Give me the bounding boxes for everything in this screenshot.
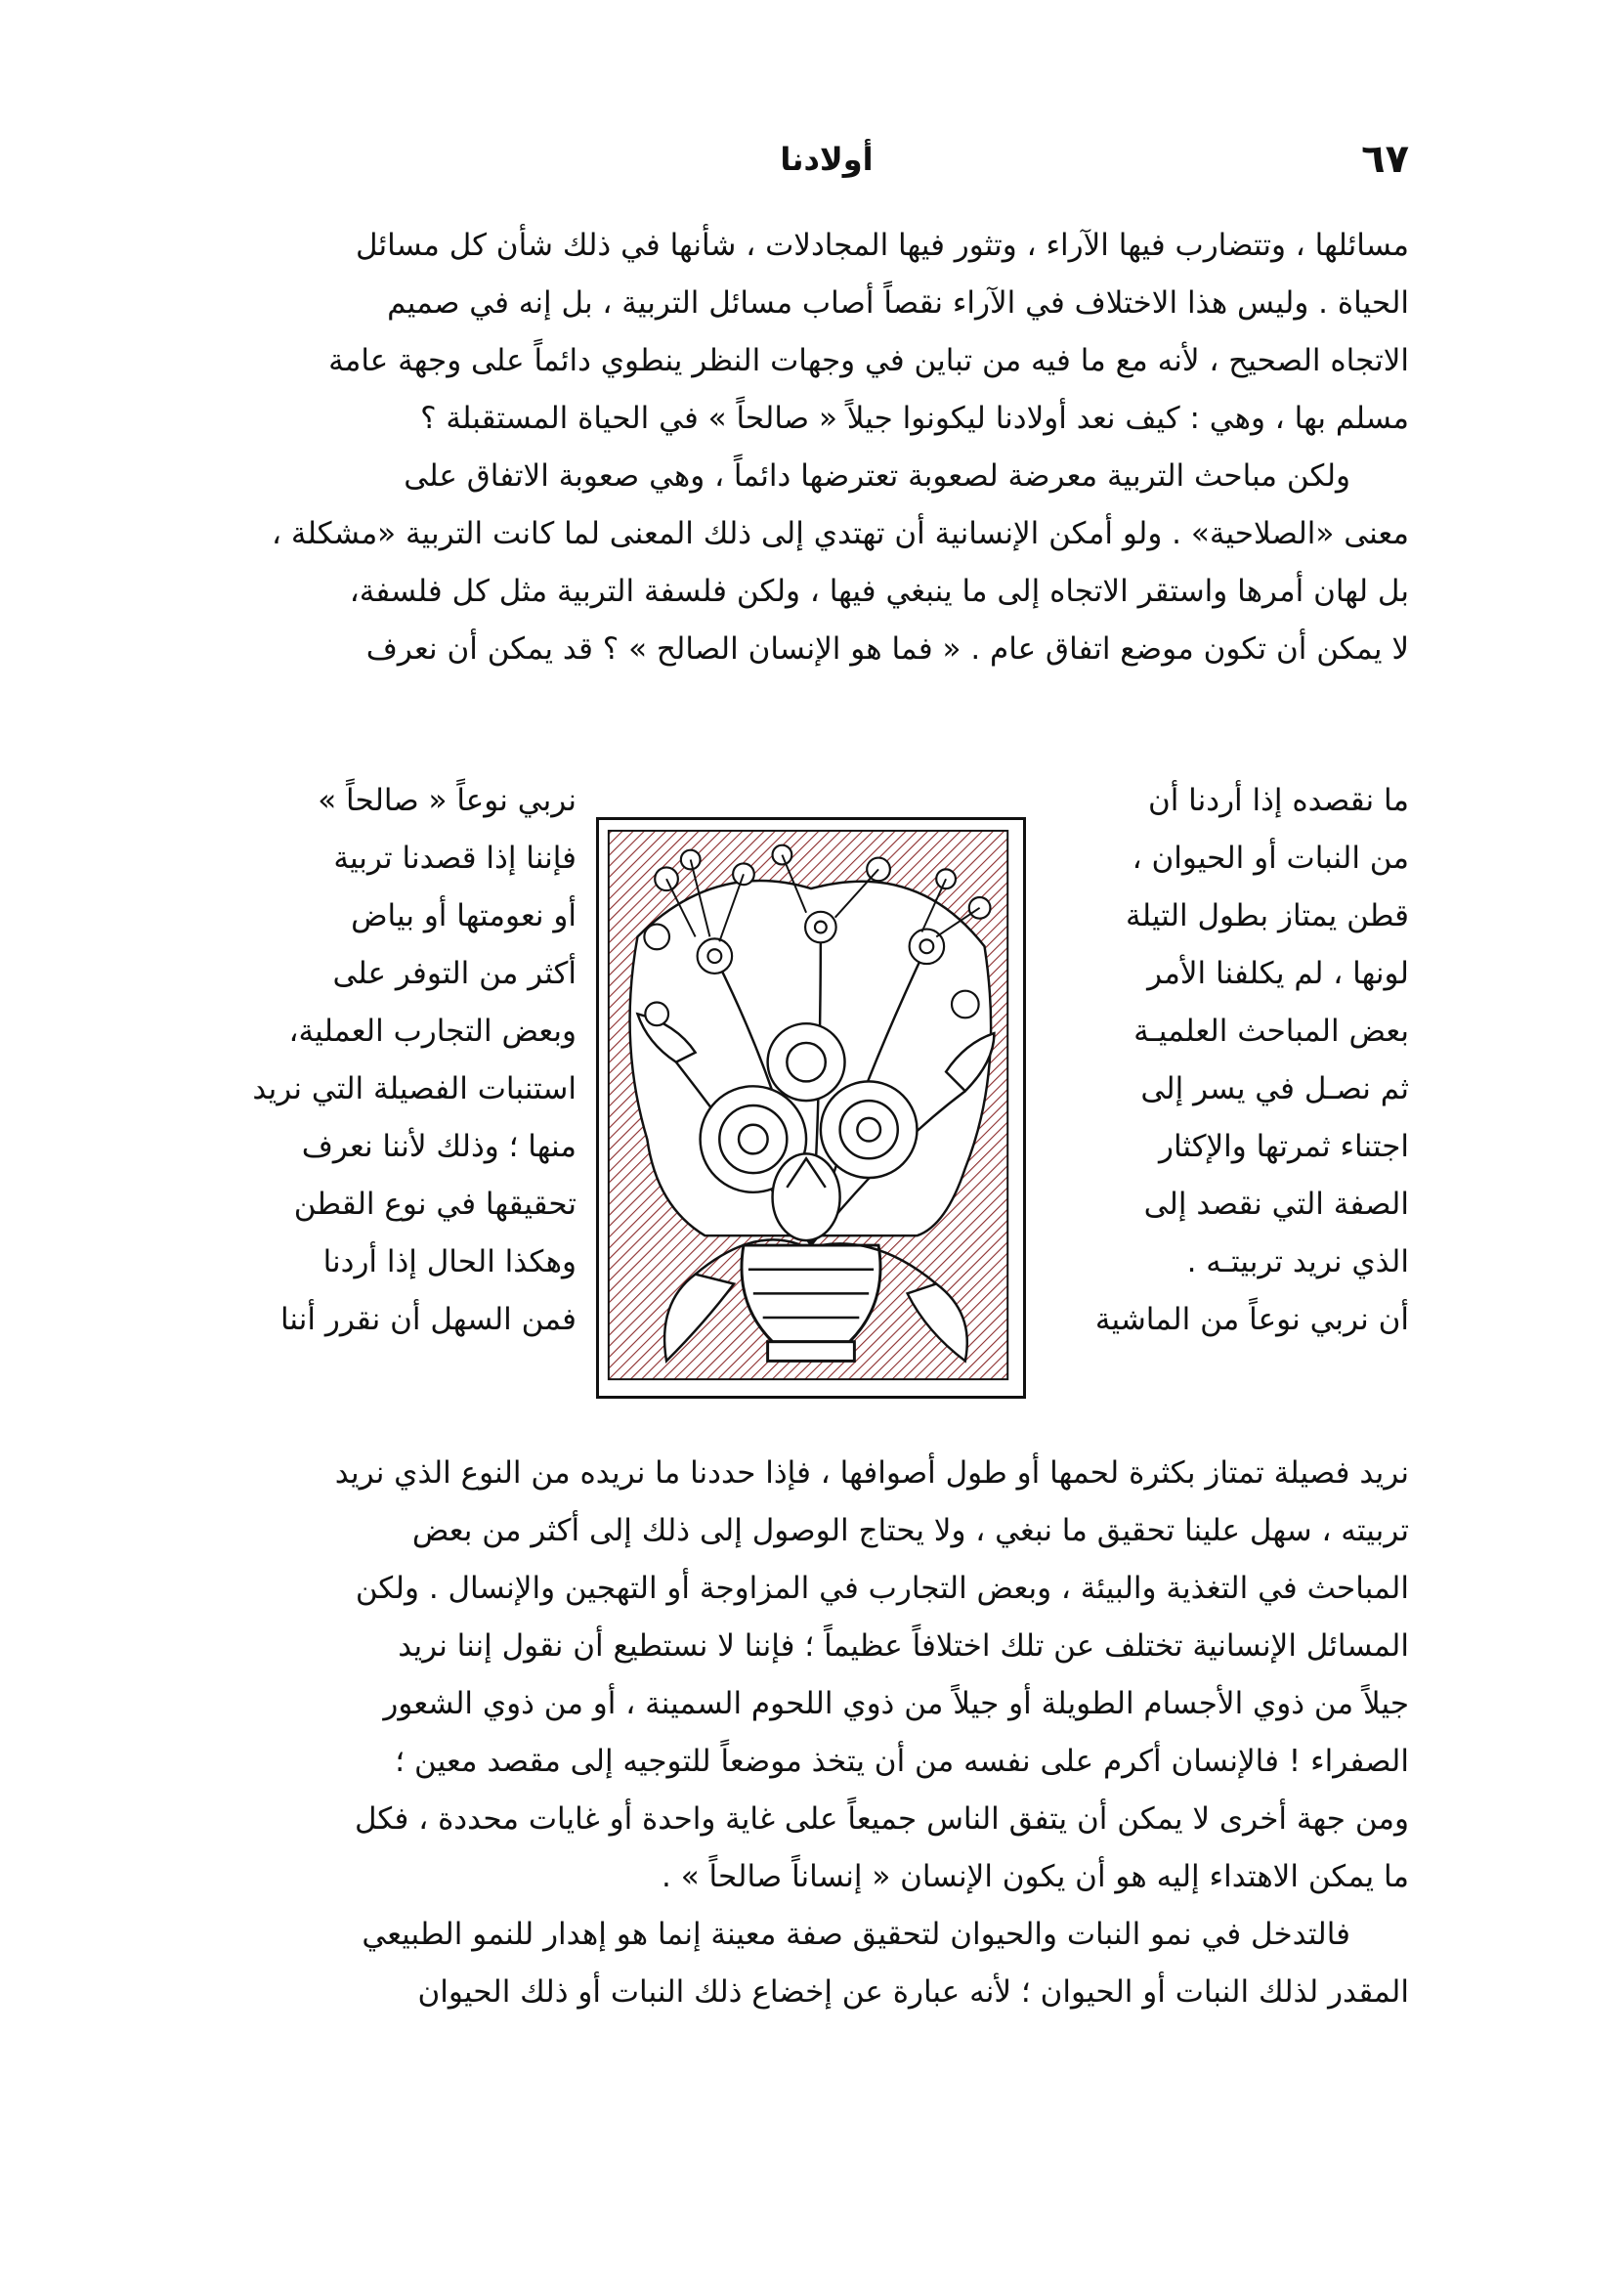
text-line: معنى «الصلاحية» . ولو أمكن الإنسانية أن تهتدي إلى ذلك المعنى لما كانت التربية «مشكلة ، xyxy=(272,516,1409,551)
text-line: اجتناء ثمرتها والإكثار xyxy=(1158,1129,1409,1164)
text-line: فمن السهل أن نقرر أننا xyxy=(279,1302,577,1337)
text-line: نربي نوعاً « صالحاً » xyxy=(318,783,577,818)
text-line: تربيته ، سهل علينا تحقيق ما نبغي ، ولا يحتاج الوصول إلى ذلك إلى أكثر من بعض xyxy=(411,1513,1409,1548)
paragraph xyxy=(244,1906,1409,2021)
column-left xyxy=(244,772,577,1349)
text-block-bottom xyxy=(244,1445,1409,2021)
paragraph xyxy=(244,448,1409,678)
text-line: بل لهان أمرها واستقر الاتجاه إلى ما ينبغي فيها ، ولكن فلسفة التربية مثل كل فلسفة، xyxy=(349,574,1409,609)
text-line: أو نعومتها أو بياض xyxy=(351,898,577,933)
text-line: أن نربي نوعاً من الماشية xyxy=(1094,1302,1409,1337)
text-line: استنبات الفصيلة التي نريد xyxy=(252,1071,577,1106)
text-line: فإننا إذا قصدنا تربية xyxy=(333,841,577,876)
text-line: الصفة التي نقصد إلى xyxy=(1143,1187,1409,1222)
text-line: من النبات أو الحيوان ، xyxy=(1132,841,1409,876)
page-number: ٦٧ xyxy=(1361,137,1409,182)
text-line: الصفراء ! فالإنسان أكرم على نفسه من أن يتخذ موضعاً للتوجيه إلى مقصد معين ؛ xyxy=(395,1744,1409,1779)
column-right xyxy=(1077,772,1409,1349)
text-line: نريد فصيلة تمتاز بكثرة لحمها أو طول أصوافها ، فإذا حددنا ما نريده من النوع الذي نريد xyxy=(334,1455,1409,1491)
text-line: المسائل الإنسانية تختلف عن تلك اختلافاً عظيماً ؛ فإننا لا نستطيع أن نقول إننا نريد xyxy=(398,1628,1409,1664)
text-line: ما يمكن الاهتداء إليه هو أن يكون الإنسان « إنساناً صالحاً » . xyxy=(662,1859,1409,1894)
text-line: ثم نصـل في يسر إلى xyxy=(1140,1071,1409,1106)
text-line: الحياة . وليس هذا الاختلاف في الآراء نقصاً أصاب مسائل التربية ، بل إنه في صميم xyxy=(387,285,1409,321)
text-line: فالتدخل في نمو النبات والحيوان لتحقيق صفة معينة إنما هو إهدار للنمو الطبيعي xyxy=(362,1917,1350,1952)
paragraph xyxy=(244,1445,1409,1906)
text-line: وبعض التجارب العملية، xyxy=(288,1014,577,1049)
text-line: المباحث في التغذية والبيئة ، وبعض التجارب في المزاوجة أو التهجين والإنسال . ولكن xyxy=(355,1571,1409,1606)
text-line: وهكذا الحال إذا أردنا xyxy=(322,1244,577,1279)
text-line: قطن يمتاز بطول التيلة xyxy=(1126,898,1409,933)
text-line: الذي نريد تربيتـه . xyxy=(1186,1244,1409,1279)
text-line: بعض المباحث العلميـة xyxy=(1133,1014,1409,1049)
flower-vase-illustration xyxy=(596,817,1026,1399)
text-line: المقدر لذلك النبات أو الحيوان ؛ لأنه عبارة عن إخضاع ذلك النبات أو ذلك الحيوان xyxy=(417,1974,1409,2010)
text-line: أكثر من التوفر على xyxy=(332,956,577,991)
text-block-top xyxy=(244,217,1409,678)
text-line: لا يمكن أن تكون موضع اتفاق عام . « فما هو الإنسان الصالح » ؟ قد يمكن أن نعرف xyxy=(365,631,1409,667)
running-title: أولادنا xyxy=(780,141,874,178)
text-line: ما نقصده إذا أردنا أن xyxy=(1147,783,1409,818)
text-line: منها ؛ وذلك لأننا نعرف xyxy=(301,1129,577,1164)
text-line: جيلاً من ذوي الأجسام الطويلة أو جيلاً من ذوي اللحوم السمينة ، أو من ذوي الشعور xyxy=(383,1686,1409,1721)
page-header xyxy=(244,137,1409,195)
flower-vase-icon xyxy=(599,820,1023,1396)
paragraph xyxy=(244,217,1409,448)
text-line: مسلم بها ، وهي : كيف نعد أولادنا ليكونوا جيلاً « صالحاً » في الحياة المستقبلة ؟ xyxy=(420,401,1409,436)
text-line: لونها ، لم يكلفنا الأمر xyxy=(1147,956,1409,991)
text-line: ومن جهة أخرى لا يمكن أن يتفق الناس جميعاً على غاية واحدة أو غايات محددة ، فكل xyxy=(354,1801,1409,1837)
text-line: مسائلها ، وتتضارب فيها الآراء ، وتثور فيها المجادلات ، شأنها في ذلك شأن كل مسائل xyxy=(356,228,1409,263)
text-line: تحقيقها في نوع القطن xyxy=(293,1187,577,1222)
text-line: الاتجاه الصحيح ، لأنه مع ما فيه من تباين في وجهات النظر ينطوي دائماً على وجهة عامة xyxy=(328,343,1409,378)
text-line: ولكن مباحث التربية معرضة لصعوبة تعترضها دائماً ، وهي صعوبة الاتفاق على xyxy=(404,458,1350,494)
